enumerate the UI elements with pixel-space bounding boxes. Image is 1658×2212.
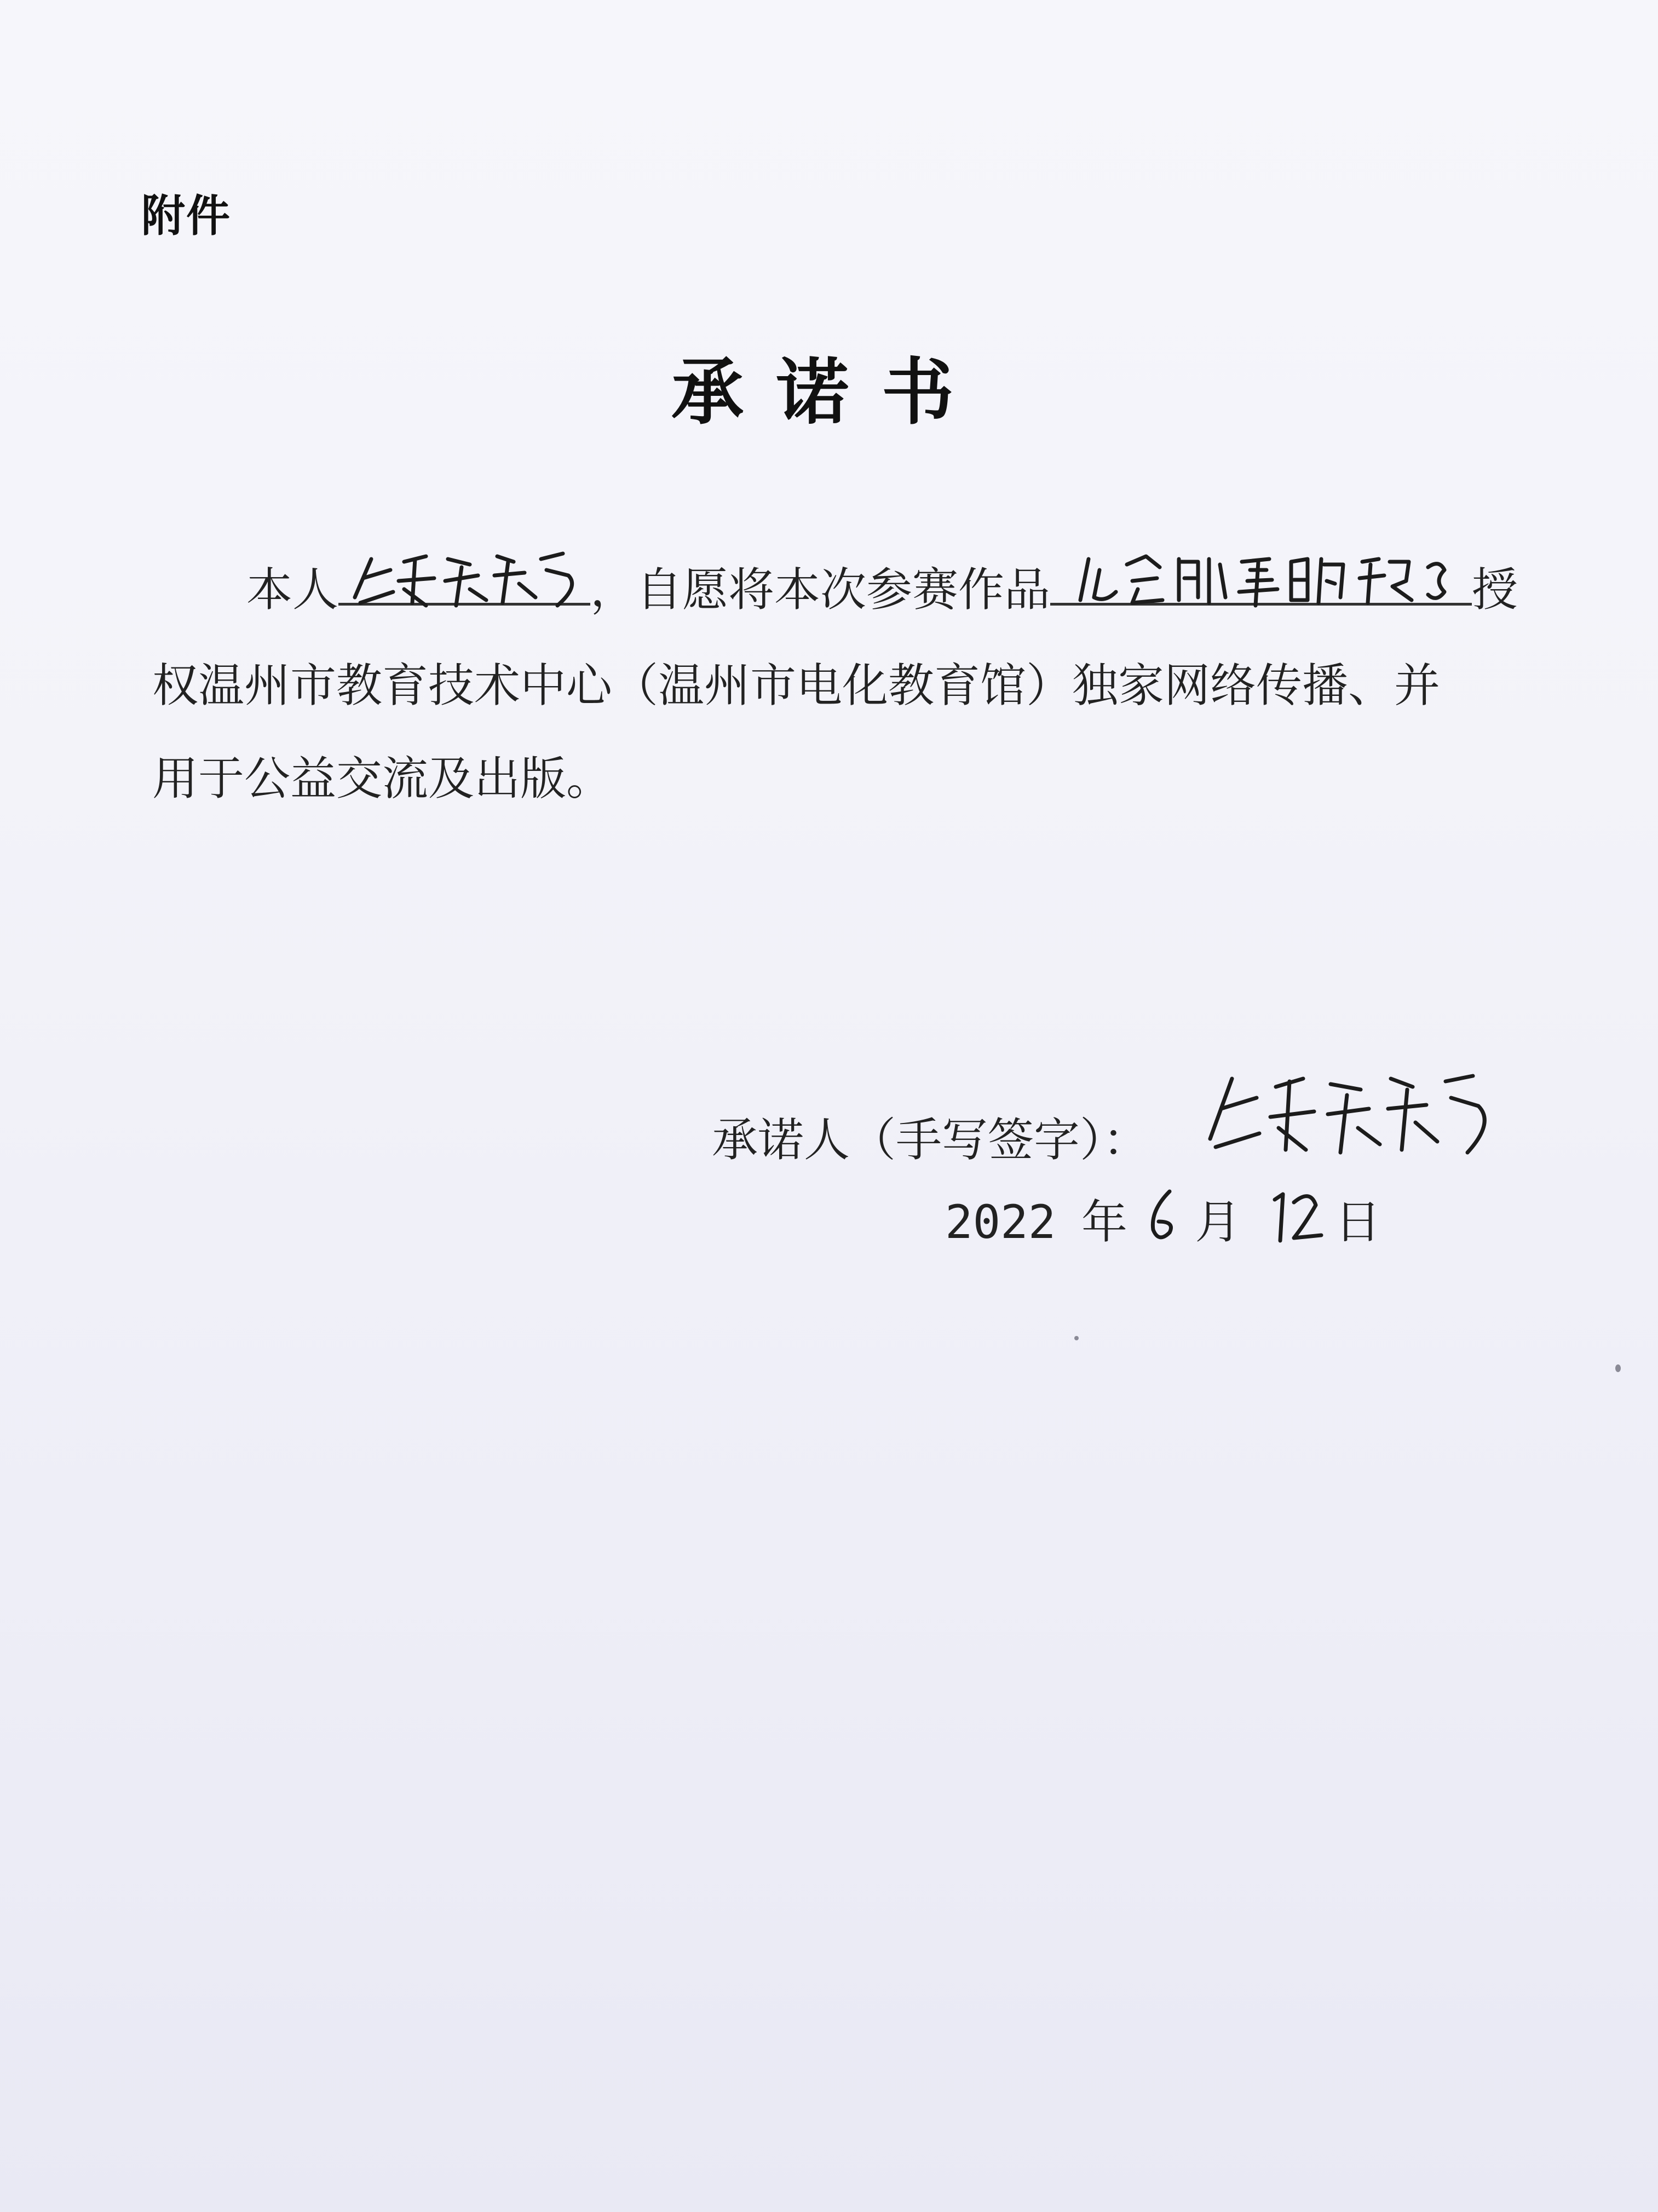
commitment-line-1	[246, 553, 1648, 619]
attachment-label: 附件	[141, 191, 231, 241]
handwritten-signature	[1194, 1057, 1500, 1166]
signer-name-blank	[338, 554, 590, 606]
date-day	[1266, 1189, 1327, 1238]
commitment-line-2: 权温州市教育技术中心（温州市电化教育馆）独家网络传播、并	[152, 659, 1441, 712]
line1-middle: ，自愿将本次参赛作品	[590, 563, 1051, 617]
paper-speck	[1074, 1336, 1079, 1340]
handwritten-day	[1266, 1183, 1327, 1243]
date-day-unit: 日	[1334, 1195, 1381, 1249]
paper-speck	[1615, 1364, 1621, 1372]
line1-prefix: 本人	[246, 563, 339, 617]
date-year: 2022	[945, 1195, 1056, 1249]
document-title: 承诺书	[671, 350, 987, 435]
date-month	[1142, 1189, 1181, 1238]
date-year-unit: 年	[1081, 1195, 1128, 1249]
date-month-unit: 月	[1195, 1195, 1241, 1249]
commitment-line-3: 用于公益交流及出版。	[152, 752, 613, 805]
signature-row	[712, 1103, 1149, 1170]
handwritten-month	[1142, 1183, 1181, 1243]
handwritten-work-title	[1050, 537, 1472, 614]
line1-suffix: 授	[1472, 563, 1518, 617]
handwritten-name	[338, 537, 590, 614]
work-title-blank	[1050, 554, 1472, 606]
signature-label: 承诺人（手写签字）：	[712, 1113, 1149, 1167]
date-row	[945, 1185, 1381, 1252]
